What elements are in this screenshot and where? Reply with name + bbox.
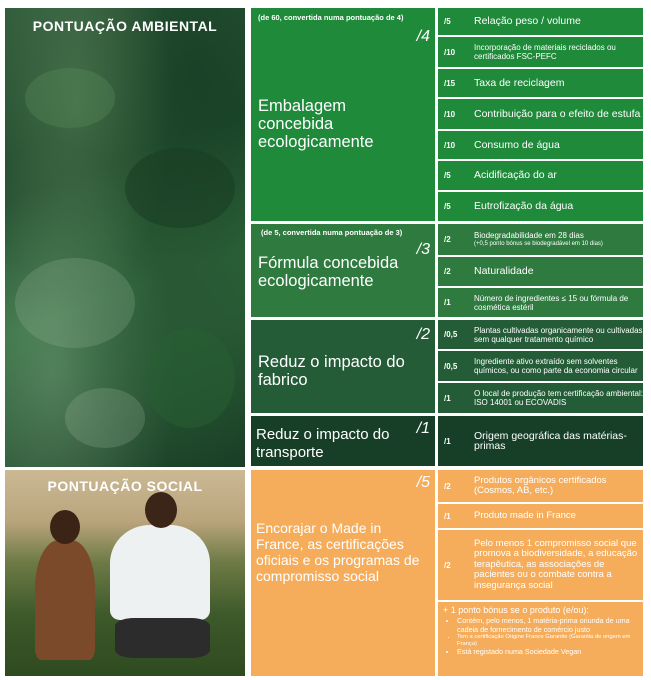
packaging-note: (de 60, convertida numa pontuação de 4) — [258, 13, 404, 22]
criterion-score: /2 — [444, 235, 451, 244]
formula-title: Fórmula concebida ecologicamente — [258, 254, 399, 290]
bonus-item: • Contém, pelo menos, 1 matéria-prima oriunda de uma cadeia de fornecimento de comércio justo — [457, 617, 638, 634]
packaging-criterion — [438, 99, 643, 129]
criterion-label: Naturalidade — [474, 265, 534, 278]
packaging-criterion — [438, 37, 643, 67]
criterion-score: /1 — [444, 298, 451, 307]
environmental-score-title: PONTUAÇÃO AMBIENTAL — [32, 18, 218, 34]
criterion-score: /2 — [444, 560, 451, 570]
formula-note: (de 5, convertida numa pontuação de 3) — [261, 228, 403, 237]
formula-criterion — [438, 288, 643, 317]
social-people-image — [5, 470, 245, 676]
criterion-score: /0,5 — [444, 361, 458, 371]
formula-criterion — [438, 257, 643, 286]
criterion-label: Produtos orgânicos certificados (Cosmos, AB, etc.) — [474, 474, 607, 496]
transport-score: /1 — [416, 420, 430, 437]
criterion-score: /1 — [444, 511, 451, 521]
manufacturing-block — [251, 320, 435, 413]
manufacturing-title: Reduz o impacto do fabrico — [258, 353, 405, 389]
criterion-score: /1 — [444, 436, 451, 446]
criterion-label: Biodegradabilidade em 28 dias — [474, 231, 584, 240]
criterion-label: Acidificação do ar — [474, 169, 557, 182]
manufacturing-criterion — [438, 320, 643, 349]
criterion-label: Plantas cultivadas organicamente ou cultivadas sem qualquer tratamento químico — [474, 325, 643, 344]
criterion-label: Origem geográfica das matérias-primas — [474, 429, 627, 452]
formula-score: /3 — [416, 241, 430, 258]
packaging-title: Embalagem concebida ecologicamente — [258, 97, 374, 151]
social-criterion — [438, 530, 643, 600]
criterion-label: Pelo menos 1 compromisso social que promova a biodiversidade, a educação terapêutica, as associações de pacientes ou o combate contra a insegurança social — [474, 537, 638, 591]
criterion-label: Relação peso / volume — [474, 15, 581, 28]
packaging-criterion — [438, 131, 643, 159]
packaging-criterion — [438, 69, 643, 97]
manufacturing-score: /2 — [416, 326, 430, 343]
criterion-label: Eutrofização da água — [474, 200, 574, 213]
social-block-title: Encorajar o Made in France, as certificações oficiais e os programas de compromisso social — [256, 520, 420, 584]
criterion-sub-label: (+0,5 ponto bónus se biodegradável em 10 dias) — [474, 241, 603, 247]
formula-criterion — [438, 224, 643, 255]
packaging-criterion — [438, 8, 643, 35]
criterion-label: Consumo de água — [474, 138, 560, 151]
criterion-score: /2 — [444, 267, 451, 276]
criterion-score: /5 — [444, 17, 451, 26]
criterion-score: /10 — [444, 140, 456, 150]
packaging-criterion — [438, 161, 643, 190]
criterion-score: /1 — [444, 393, 451, 403]
bonus-item: • Tem a certificação Origine France Garantie (Garantia de origem em França) — [457, 634, 638, 648]
formula-block — [251, 224, 435, 317]
criterion-score: /10 — [444, 47, 456, 57]
criterion-score: /5 — [444, 171, 451, 180]
packaging-criterion — [438, 192, 643, 221]
criterion-score: /5 — [444, 202, 451, 211]
criterion-label: Número de ingredientes ≤ 15 ou fórmula de cosmética estéril — [474, 293, 629, 312]
social-criterion — [438, 504, 643, 528]
criterion-label: O local de produção tem certificação ambiental: ISO 14001 ou ECOVADIS — [474, 389, 643, 407]
social-bonus — [438, 602, 643, 676]
social-criterion — [438, 470, 643, 502]
bonus-title: + 1 ponto bónus se o produto (e/ou): — [443, 605, 589, 615]
criterion-score: /0,5 — [444, 330, 458, 339]
criterion-score: /2 — [444, 481, 451, 491]
manufacturing-criterion — [438, 351, 643, 381]
criterion-label: Ingrediente ativo extraído sem solventes químicos, ou como parte da economia circular — [474, 357, 638, 375]
criterion-label: Contribuição para o efeito de estufa — [474, 107, 641, 120]
criterion-label: Incorporação de materiais reciclados ou certificados FSC-PEFC — [474, 43, 616, 61]
forest-aerial-image — [5, 8, 245, 467]
criterion-score: /10 — [444, 109, 456, 119]
criterion-label: Produto made in France — [474, 509, 576, 521]
criterion-label: Taxa de reciclagem — [474, 76, 565, 89]
social-score: /5 — [416, 474, 430, 491]
packaging-score: /4 — [416, 28, 430, 45]
bonus-item: • Está registado numa Sociedade Vegan — [457, 648, 638, 657]
transport-criterion — [438, 416, 643, 466]
packaging-block — [251, 8, 435, 221]
social-block — [251, 470, 435, 676]
criterion-score: /15 — [444, 78, 456, 88]
social-score-title: PONTUAÇÃO SOCIAL — [47, 478, 203, 494]
transport-title: Reduz o impacto do transporte — [256, 426, 390, 461]
transport-block — [251, 416, 435, 466]
manufacturing-criterion — [438, 383, 643, 413]
